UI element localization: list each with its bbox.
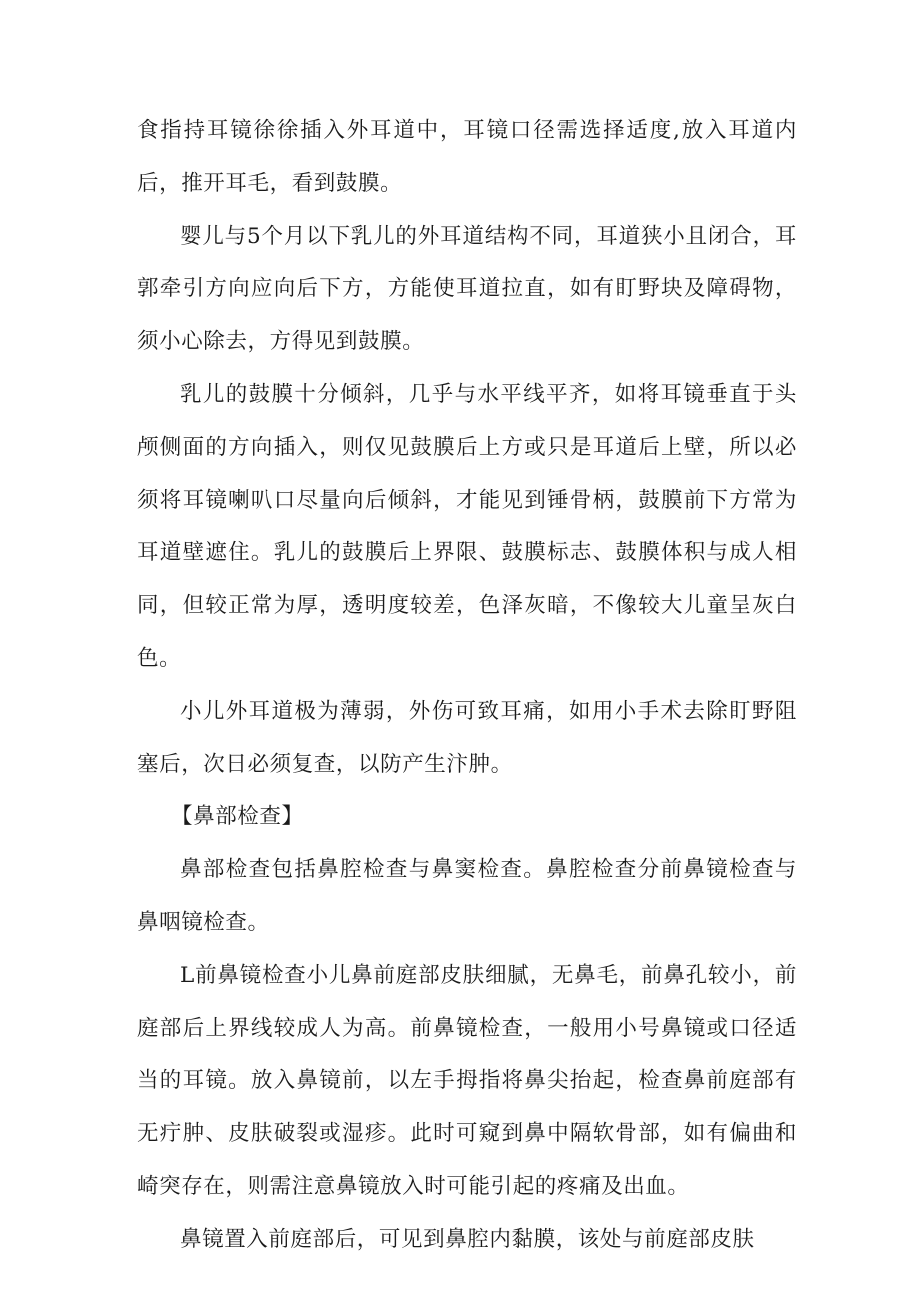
paragraph-infant-eardrum: 乳儿的鼓膜十分倾斜，几乎与水平线平齐，如将耳镜垂直于头颅侧面的方向插入，则仅见鼓膜后上方或只是耳道后上壁，所以必须将耳镜喇叭口尽量向后倾斜，才能见到锤骨柄，鼓膜前下方常为耳道壁遮住。乳儿的鼓膜后上界限、鼓膜标志、鼓膜体积与成人相同，但较正常为厚，透明度较差，色泽灰暗，不像较大儿童呈灰白色。	[137, 381, 797, 671]
paragraph-anterior-rhinoscopy: L前鼻镜检查小儿鼻前庭部皮肤细腻，无鼻毛，前鼻孔较小，前庭部后上界线较成人为高。前鼻镜检查，一般用小号鼻镜或口径适当的耳镜。放入鼻镜前，以左手拇指将鼻尖抬起，检查鼻前庭部有无疔肿、皮肤破裂或湿疹。此时可窥到鼻中隔软骨部，如有偏曲和崎突存在，则需注意鼻镜放入时可能引起的疼痛及出血。	[137, 962, 797, 1199]
paragraph-nasal-mucosa: 鼻镜置入前庭部后，可见到鼻腔内黏膜，该处与前庭部皮肤	[180, 1226, 755, 1252]
paragraph-infant-ear-canal: 婴儿与5个月以下乳儿的外耳道结构不同，耳道狭小且闭合，耳郭牵引方向应向后下方，方能使耳道拉直，如有盯野块及障碍物，须小心除去，方得见到鼓膜。	[137, 223, 797, 355]
paragraph-continued: 食指持耳镜徐徐插入外耳道中，耳镜口径需选择适度,放入耳道内后，推开耳毛，看到鼓膜。	[137, 118, 797, 196]
document-body	[137, 105, 797, 1267]
paragraph-nose-exam-intro: 鼻部检查包括鼻腔检查与鼻窦检查。鼻腔检查分前鼻镜检查与鼻咽镜检查。	[137, 857, 797, 935]
section-heading-nose-exam: 【鼻部检查】	[171, 804, 304, 830]
paragraph-ear-canal-injury: 小儿外耳道极为薄弱，外伤可致耳痛，如用小手术去除盯野阻塞后，次日必须复查，以防产生汴肿。	[137, 698, 797, 777]
